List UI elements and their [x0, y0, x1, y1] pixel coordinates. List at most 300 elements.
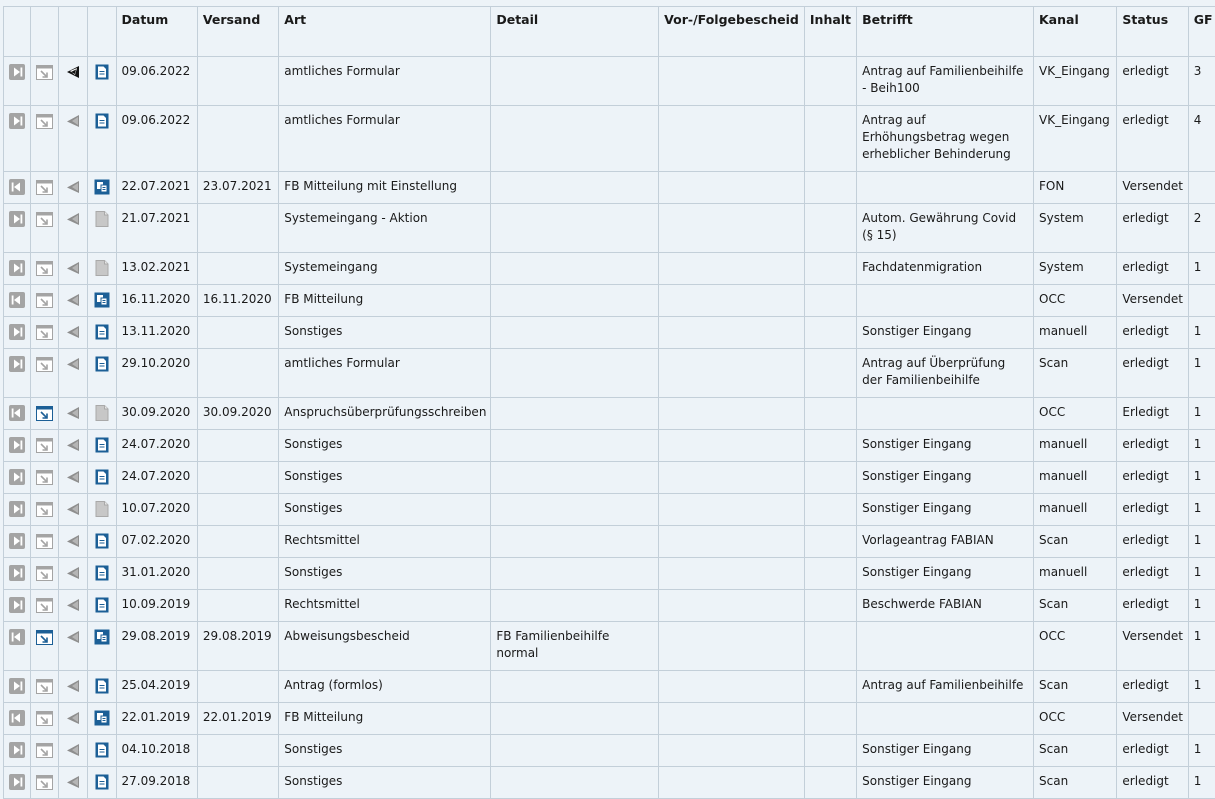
forward-icon-cell	[31, 494, 59, 526]
cell-detail	[491, 590, 659, 622]
document-icon-cell	[88, 430, 116, 462]
cell-versand	[197, 735, 278, 767]
forward-icon[interactable]	[31, 558, 58, 588]
document-icon[interactable]	[88, 622, 115, 652]
cell-status: Versendet	[1117, 703, 1188, 735]
cell-gf: 4	[1188, 106, 1215, 172]
document-icon[interactable]	[88, 253, 115, 283]
cell-datum: 16.11.2020	[116, 285, 197, 317]
forward-icon[interactable]	[31, 285, 58, 315]
forward-icon-cell	[31, 558, 59, 590]
forward-icon-cell	[31, 703, 59, 735]
cell-kanal: VK_Eingang	[1034, 106, 1117, 172]
cell-inhalt	[804, 349, 856, 398]
forward-icon[interactable]	[31, 57, 58, 87]
flag-icon[interactable]	[59, 285, 87, 315]
cell-datum: 27.09.2018	[116, 767, 197, 799]
col-header-flag	[59, 7, 88, 57]
document-icon-cell	[88, 590, 116, 622]
cell-kanal: Scan	[1034, 349, 1117, 398]
forward-icon[interactable]	[31, 494, 58, 524]
cell-versand	[197, 317, 278, 349]
direction-icon-cell	[4, 317, 31, 349]
cell-datum: 22.01.2019	[116, 703, 197, 735]
cell-art: Abweisungsbescheid	[279, 622, 491, 671]
document-icon[interactable]	[88, 204, 115, 234]
cell-status: Versendet	[1117, 622, 1188, 671]
cell-status: erledigt	[1117, 462, 1188, 494]
document-icon-cell	[88, 398, 116, 430]
cell-gf: 1	[1188, 622, 1215, 671]
cell-detail	[491, 462, 659, 494]
direction-icon-cell	[4, 285, 31, 317]
cell-datum: 24.07.2020	[116, 430, 197, 462]
direction-icon-cell	[4, 622, 31, 671]
cell-kanal: OCC	[1034, 285, 1117, 317]
cell-status: erledigt	[1117, 317, 1188, 349]
cell-datum: 22.07.2021	[116, 172, 197, 204]
table-row[interactable]	[4, 590, 1215, 622]
document-icon[interactable]	[88, 767, 115, 797]
incoming-arrow-icon[interactable]	[4, 106, 30, 136]
col-header-datum[interactable]: Datum	[116, 7, 197, 57]
document-icon[interactable]	[88, 317, 115, 347]
cell-versand: 22.01.2019	[197, 703, 278, 735]
cell-inhalt	[804, 172, 856, 204]
cell-inhalt	[804, 317, 856, 349]
document-icon-cell	[88, 671, 116, 703]
cell-detail	[491, 285, 659, 317]
flag-icon[interactable]	[59, 398, 87, 428]
cell-betrifft: Antrag auf Überprüfung der Familienbeihilfe	[857, 349, 1034, 398]
col-header-kanal[interactable]: Kanal	[1034, 7, 1117, 57]
document-icon[interactable]	[88, 494, 115, 524]
incoming-arrow-icon[interactable]	[4, 462, 30, 492]
cell-betrifft	[857, 398, 1034, 430]
forward-icon[interactable]	[31, 735, 58, 765]
cell-gf: 1	[1188, 253, 1215, 285]
cell-betrifft: Sonstiger Eingang	[857, 430, 1034, 462]
table-row[interactable]	[4, 735, 1215, 767]
table-row[interactable]	[4, 398, 1215, 430]
forward-icon[interactable]	[31, 317, 58, 347]
outgoing-arrow-icon[interactable]	[4, 172, 30, 202]
forward-icon-cell	[31, 253, 59, 285]
cell-versand	[197, 462, 278, 494]
document-icon[interactable]	[88, 349, 115, 379]
forward-icon[interactable]	[31, 172, 58, 202]
document-icon-cell	[88, 253, 116, 285]
flag-icon-cell	[59, 317, 88, 349]
cell-inhalt	[804, 398, 856, 430]
cell-detail	[491, 671, 659, 703]
cell-kanal: Scan	[1034, 590, 1117, 622]
document-icon[interactable]	[88, 558, 115, 588]
forward-icon[interactable]	[31, 462, 58, 492]
cell-art: Systemeingang	[279, 253, 491, 285]
document-icon[interactable]	[88, 285, 115, 315]
cell-versand: 23.07.2021	[197, 172, 278, 204]
cell-datum: 29.10.2020	[116, 349, 197, 398]
cell-gf: 1	[1188, 349, 1215, 398]
cell-vor-folgebescheid	[659, 172, 805, 204]
forward-icon-cell	[31, 526, 59, 558]
cell-versand	[197, 494, 278, 526]
cell-versand	[197, 671, 278, 703]
incoming-arrow-icon[interactable]	[4, 671, 30, 701]
cell-inhalt	[804, 253, 856, 285]
cell-betrifft: Autom. Gewährung Covid (§ 15)	[857, 204, 1034, 253]
col-header-art[interactable]: Art	[279, 7, 491, 57]
cell-vor-folgebescheid	[659, 285, 805, 317]
direction-icon-cell	[4, 703, 31, 735]
cell-vor-folgebescheid	[659, 57, 805, 106]
cell-datum: 25.04.2019	[116, 671, 197, 703]
cell-versand	[197, 590, 278, 622]
cell-kanal: manuell	[1034, 494, 1117, 526]
cell-datum: 31.01.2020	[116, 558, 197, 590]
cell-gf: 1	[1188, 590, 1215, 622]
cell-inhalt	[804, 767, 856, 799]
document-icon-cell	[88, 526, 116, 558]
cell-datum: 24.07.2020	[116, 462, 197, 494]
cell-kanal: Scan	[1034, 767, 1117, 799]
cell-detail	[491, 317, 659, 349]
table-row[interactable]	[4, 622, 1215, 671]
document-icon[interactable]	[88, 430, 115, 460]
incoming-arrow-icon[interactable]	[4, 57, 30, 87]
flag-icon[interactable]	[59, 349, 87, 379]
cell-inhalt	[804, 494, 856, 526]
forward-icon[interactable]	[31, 398, 58, 428]
cell-status: erledigt	[1117, 253, 1188, 285]
table-row[interactable]	[4, 106, 1215, 172]
direction-icon-cell	[4, 106, 31, 172]
cell-kanal: Scan	[1034, 671, 1117, 703]
cell-gf: 1	[1188, 526, 1215, 558]
cell-art: Sonstiges	[279, 735, 491, 767]
cell-versand	[197, 106, 278, 172]
table-row[interactable]	[4, 526, 1215, 558]
col-header-direction	[4, 7, 31, 57]
cell-betrifft	[857, 285, 1034, 317]
direction-icon-cell	[4, 526, 31, 558]
flag-icon[interactable]	[59, 430, 87, 460]
cell-status: erledigt	[1117, 671, 1188, 703]
cell-gf: 1	[1188, 317, 1215, 349]
document-icon-cell	[88, 285, 116, 317]
document-icon[interactable]	[88, 462, 115, 492]
cell-kanal: System	[1034, 253, 1117, 285]
cell-vor-folgebescheid	[659, 671, 805, 703]
cell-datum: 10.07.2020	[116, 494, 197, 526]
flag-icon-cell	[59, 106, 88, 172]
incoming-arrow-icon[interactable]	[4, 735, 30, 765]
cell-betrifft: Antrag auf Familienbeihilfe - Beih100	[857, 57, 1034, 106]
flag-icon-cell	[59, 735, 88, 767]
outgoing-arrow-icon[interactable]	[4, 285, 30, 315]
cell-versand: 16.11.2020	[197, 285, 278, 317]
flag-icon[interactable]	[59, 204, 87, 234]
document-table	[3, 6, 1215, 799]
cell-status: Versendet	[1117, 172, 1188, 204]
cell-gf: 1	[1188, 462, 1215, 494]
cell-vor-folgebescheid	[659, 526, 805, 558]
incoming-arrow-icon[interactable]	[4, 526, 30, 556]
forward-icon-cell	[31, 767, 59, 799]
flag-icon[interactable]	[59, 671, 87, 701]
incoming-arrow-icon[interactable]	[4, 204, 30, 234]
flag-icon[interactable]	[59, 106, 87, 136]
incoming-arrow-icon[interactable]	[4, 494, 30, 524]
forward-icon[interactable]	[31, 430, 58, 460]
cell-inhalt	[804, 57, 856, 106]
col-header-status[interactable]: Status	[1117, 7, 1188, 57]
document-icon-cell	[88, 57, 116, 106]
forward-icon-cell	[31, 106, 59, 172]
incoming-arrow-icon[interactable]	[4, 253, 30, 283]
cell-vor-folgebescheid	[659, 106, 805, 172]
incoming-arrow-icon[interactable]	[4, 767, 30, 797]
cell-status: erledigt	[1117, 204, 1188, 253]
forward-icon[interactable]	[31, 622, 58, 652]
document-icon-cell	[88, 622, 116, 671]
table-row[interactable]	[4, 430, 1215, 462]
cell-inhalt	[804, 106, 856, 172]
cell-betrifft: Sonstiger Eingang	[857, 317, 1034, 349]
flag-icon[interactable]	[59, 317, 87, 347]
cell-inhalt	[804, 703, 856, 735]
document-icon-cell	[88, 735, 116, 767]
cell-datum: 13.02.2021	[116, 253, 197, 285]
cell-detail	[491, 204, 659, 253]
cell-vor-folgebescheid	[659, 317, 805, 349]
cell-inhalt	[804, 671, 856, 703]
cell-betrifft: Fachdatenmigration	[857, 253, 1034, 285]
table-row[interactable]	[4, 558, 1215, 590]
forward-icon[interactable]	[31, 703, 58, 733]
table-row[interactable]	[4, 204, 1215, 253]
cell-betrifft	[857, 703, 1034, 735]
cell-versand	[197, 558, 278, 590]
cell-kanal: Scan	[1034, 526, 1117, 558]
table-row[interactable]	[4, 703, 1215, 735]
cell-datum: 09.06.2022	[116, 106, 197, 172]
cell-status: erledigt	[1117, 106, 1188, 172]
cell-vor-folgebescheid	[659, 622, 805, 671]
cell-kanal: OCC	[1034, 703, 1117, 735]
flag-icon-cell	[59, 204, 88, 253]
incoming-arrow-icon[interactable]	[4, 558, 30, 588]
cell-vor-folgebescheid	[659, 590, 805, 622]
table-row[interactable]	[4, 767, 1215, 799]
outgoing-arrow-icon[interactable]	[4, 703, 30, 733]
flag-icon[interactable]	[59, 622, 87, 652]
document-icon[interactable]	[88, 106, 115, 136]
cell-art: Sonstiges	[279, 767, 491, 799]
col-header-betrifft[interactable]: Betrifft	[857, 7, 1034, 57]
cell-detail	[491, 349, 659, 398]
flag-icon-cell	[59, 671, 88, 703]
flag-icon[interactable]	[59, 590, 87, 620]
cell-status: Versendet	[1117, 285, 1188, 317]
cell-vor-folgebescheid	[659, 253, 805, 285]
flag-icon[interactable]	[59, 526, 87, 556]
col-header-forward	[31, 7, 59, 57]
cell-status: erledigt	[1117, 735, 1188, 767]
forward-icon-cell	[31, 398, 59, 430]
forward-icon-cell	[31, 590, 59, 622]
col-header-detail[interactable]: Detail	[491, 7, 659, 57]
cell-gf: 1	[1188, 398, 1215, 430]
cell-versand	[197, 253, 278, 285]
cell-gf	[1188, 703, 1215, 735]
cell-betrifft: Antrag auf Familienbeihilfe	[857, 671, 1034, 703]
flag-icon[interactable]	[59, 767, 87, 797]
cell-versand	[197, 57, 278, 106]
table-row[interactable]	[4, 317, 1215, 349]
direction-icon-cell	[4, 462, 31, 494]
col-header-document	[88, 7, 116, 57]
col-header-vor-folgebescheid[interactable]: Vor-/Folgebescheid	[659, 7, 805, 57]
table-row[interactable]	[4, 671, 1215, 703]
cell-betrifft: Sonstiger Eingang	[857, 558, 1034, 590]
flag-icon[interactable]	[59, 735, 87, 765]
flag-icon[interactable]	[59, 57, 87, 87]
cell-vor-folgebescheid	[659, 462, 805, 494]
table-row[interactable]	[4, 349, 1215, 398]
cell-detail	[491, 703, 659, 735]
document-icon-cell	[88, 558, 116, 590]
document-icon-cell	[88, 349, 116, 398]
table-row[interactable]	[4, 462, 1215, 494]
direction-icon-cell	[4, 590, 31, 622]
cell-gf: 1	[1188, 735, 1215, 767]
cell-vor-folgebescheid	[659, 398, 805, 430]
cell-betrifft: Antrag auf Erhöhungsbetrag wegen erheblicher Behinderung	[857, 106, 1034, 172]
forward-icon[interactable]	[31, 106, 58, 136]
flag-icon[interactable]	[59, 172, 87, 202]
cell-detail	[491, 735, 659, 767]
table-row[interactable]	[4, 253, 1215, 285]
direction-icon-cell	[4, 57, 31, 106]
flag-icon[interactable]	[59, 494, 87, 524]
cell-kanal: OCC	[1034, 622, 1117, 671]
forward-icon[interactable]	[31, 767, 58, 797]
document-icon-cell	[88, 172, 116, 204]
table-header-row	[4, 7, 1215, 57]
direction-icon-cell	[4, 494, 31, 526]
cell-status: erledigt	[1117, 494, 1188, 526]
flag-icon-cell	[59, 57, 88, 106]
cell-versand	[197, 526, 278, 558]
document-icon[interactable]	[88, 590, 115, 620]
forward-icon-cell	[31, 735, 59, 767]
document-icon[interactable]	[88, 671, 115, 701]
cell-gf	[1188, 172, 1215, 204]
cell-datum: 07.02.2020	[116, 526, 197, 558]
cell-status: Erledigt	[1117, 398, 1188, 430]
cell-art: FB Mitteilung mit Einstellung	[279, 172, 491, 204]
cell-art: amtliches Formular	[279, 57, 491, 106]
cell-vor-folgebescheid	[659, 558, 805, 590]
document-icon[interactable]	[88, 703, 115, 733]
flag-icon[interactable]	[59, 558, 87, 588]
cell-datum: 10.09.2019	[116, 590, 197, 622]
flag-icon[interactable]	[59, 462, 87, 492]
incoming-arrow-icon[interactable]	[4, 349, 30, 379]
table-row[interactable]	[4, 57, 1215, 106]
flag-icon-cell	[59, 703, 88, 735]
flag-icon-cell	[59, 526, 88, 558]
forward-icon[interactable]	[31, 526, 58, 556]
col-header-inhalt[interactable]: Inhalt	[804, 7, 856, 57]
forward-icon[interactable]	[31, 671, 58, 701]
cell-betrifft	[857, 622, 1034, 671]
incoming-arrow-icon[interactable]	[4, 590, 30, 620]
forward-icon[interactable]	[31, 349, 58, 379]
outgoing-arrow-icon[interactable]	[4, 622, 30, 652]
table-row[interactable]	[4, 494, 1215, 526]
forward-icon[interactable]	[31, 253, 58, 283]
cell-gf: 1	[1188, 767, 1215, 799]
cell-detail: FB Familienbeihilfe normal	[491, 622, 659, 671]
direction-icon-cell	[4, 253, 31, 285]
col-header-versand[interactable]: Versand	[197, 7, 278, 57]
cell-betrifft: Sonstiger Eingang	[857, 462, 1034, 494]
cell-kanal: manuell	[1034, 558, 1117, 590]
cell-inhalt	[804, 622, 856, 671]
cell-betrifft	[857, 172, 1034, 204]
outgoing-arrow-icon[interactable]	[4, 398, 30, 428]
flag-icon[interactable]	[59, 253, 87, 283]
cell-vor-folgebescheid	[659, 430, 805, 462]
forward-icon[interactable]	[31, 590, 58, 620]
cell-inhalt	[804, 558, 856, 590]
cell-versand	[197, 349, 278, 398]
cell-datum: 21.07.2021	[116, 204, 197, 253]
flag-icon-cell	[59, 462, 88, 494]
document-icon[interactable]	[88, 526, 115, 556]
flag-icon-cell	[59, 349, 88, 398]
table-row[interactable]	[4, 285, 1215, 317]
document-icon[interactable]	[88, 57, 115, 87]
incoming-arrow-icon[interactable]	[4, 317, 30, 347]
flag-icon-cell	[59, 767, 88, 799]
cell-art: Sonstiges	[279, 494, 491, 526]
table-row[interactable]	[4, 172, 1215, 204]
forward-icon-cell	[31, 622, 59, 671]
cell-art: Sonstiges	[279, 317, 491, 349]
cell-status: erledigt	[1117, 430, 1188, 462]
cell-versand: 29.08.2019	[197, 622, 278, 671]
cell-kanal: OCC	[1034, 398, 1117, 430]
document-icon[interactable]	[88, 398, 115, 428]
forward-icon[interactable]	[31, 204, 58, 234]
document-icon[interactable]	[88, 735, 115, 765]
cell-vor-folgebescheid	[659, 735, 805, 767]
cell-status: erledigt	[1117, 767, 1188, 799]
cell-status: erledigt	[1117, 57, 1188, 106]
incoming-arrow-icon[interactable]	[4, 430, 30, 460]
cell-gf: 1	[1188, 430, 1215, 462]
cell-status: erledigt	[1117, 349, 1188, 398]
cell-art: FB Mitteilung	[279, 703, 491, 735]
cell-versand	[197, 204, 278, 253]
document-icon[interactable]	[88, 172, 115, 202]
col-header-gf[interactable]: GF	[1188, 7, 1215, 57]
flag-icon[interactable]	[59, 703, 87, 733]
